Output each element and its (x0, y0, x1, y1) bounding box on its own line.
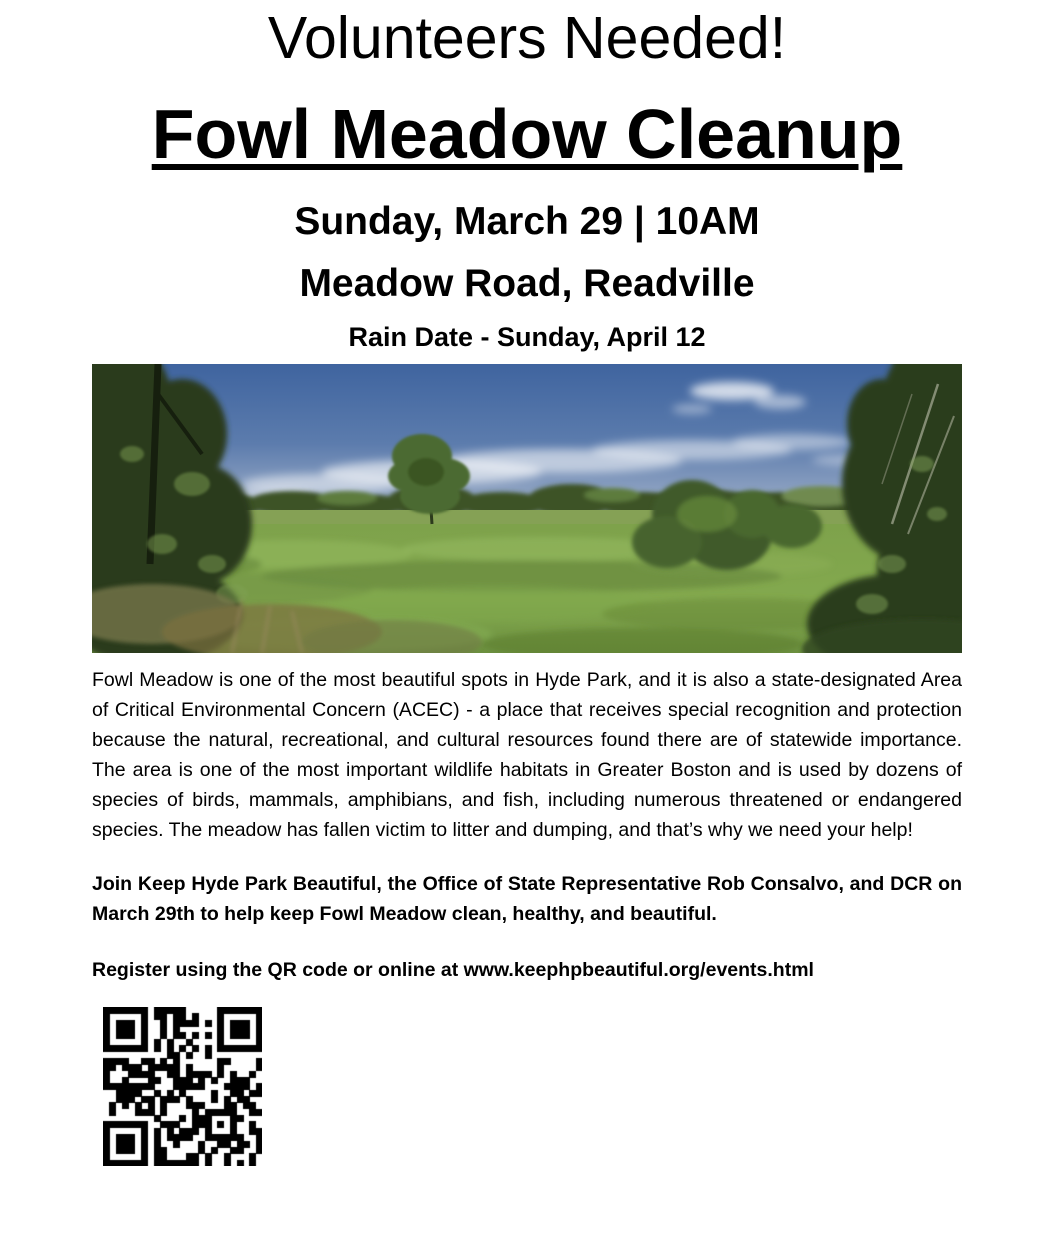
event-location: Meadow Road, Readville (299, 262, 755, 305)
rain-date: Rain Date - Sunday, April 12 (348, 322, 706, 352)
meadow-photo (92, 364, 962, 653)
event-datetime: Sunday, March 29 | 10AM (294, 200, 760, 243)
register-instructions: Register using the QR code or online at www.keephpbeautiful.org/events.html (92, 959, 814, 981)
registration-qr-code (103, 1007, 262, 1166)
qr-canvas (103, 1007, 262, 1166)
page-title: Volunteers Needed! (267, 5, 787, 71)
call-to-action: Join Keep Hyde Park Beautiful, the Office of State Representative Rob Consalvo, and DCR on March 29th to help keep Fowl Meadow clean, healthy, and beautiful. (92, 873, 962, 925)
description-paragraph: Fowl Meadow is one of the most beautiful spots in Hyde Park, and it is also a state-designated Area of Critical Environmental Concern (ACEC) - a place that receives special recognition and protection because the natural, recreational, and cultural resources found there are of statewide importance. The area is one of the most important wildlife habitats in Greater Boston and is used by dozens of species of birds, mammals, amphibians, and fish, including numerous threatened or endangered species. The meadow has fallen victim to litter and dumping, and that’s why we need your help! (92, 669, 962, 841)
event-title: Fowl Meadow Cleanup (151, 95, 903, 173)
